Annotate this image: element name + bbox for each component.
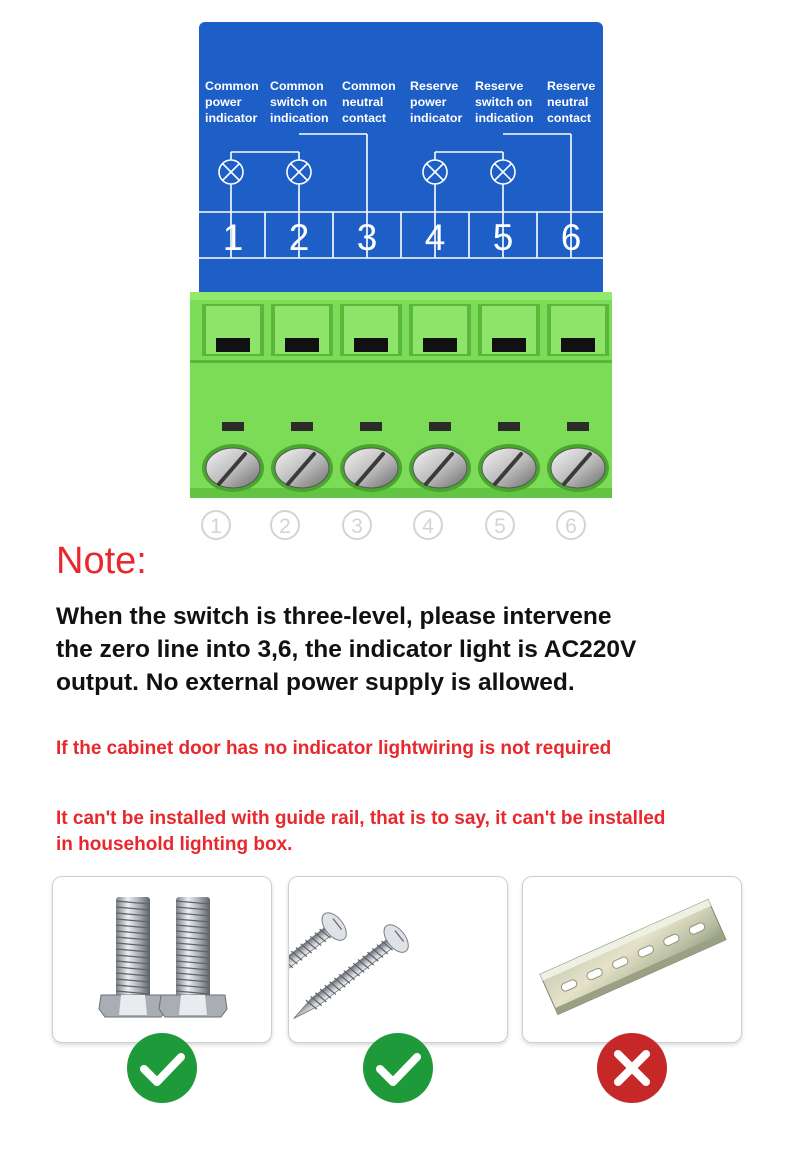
test-slot: [429, 422, 451, 431]
label-reserve-neutral-contact: Reserve neutral contact: [547, 79, 596, 125]
lamp-icon-1: [219, 160, 243, 184]
test-slot: [498, 422, 520, 431]
test-slot: [291, 422, 313, 431]
terminal-label-panel: [199, 22, 603, 292]
card-din-guide-rail: [522, 876, 742, 1043]
terminal-number-4: 4: [424, 217, 446, 258]
circled-number-2: 2: [270, 510, 300, 540]
test-slot: [222, 422, 244, 431]
label-reserve-switch-on-indication: Reserve switch on indication: [475, 79, 534, 125]
test-slot: [567, 422, 589, 431]
lamp-icon-4: [423, 160, 447, 184]
terminal-number-6: 6: [560, 217, 582, 258]
wire-entry: [216, 338, 250, 352]
check-icon: [126, 1032, 198, 1104]
terminal-block: [190, 292, 612, 502]
terminal-number-3: 3: [356, 217, 378, 258]
note-body: [56, 600, 746, 699]
door-warning: If the cabinet door has no indicator lightwiring is not required: [56, 738, 612, 759]
card-hex-bolts: [52, 876, 272, 1043]
wire-entry: [423, 338, 457, 352]
test-slot: [360, 422, 382, 431]
lamp-icon-5: [491, 160, 515, 184]
card-self-tapping-screws: [288, 876, 508, 1043]
circled-number-1: 1: [201, 510, 231, 540]
hex-bolts-icon: [53, 877, 271, 1042]
note-body-line: When the switch is three-level, please intervene: [56, 603, 612, 630]
note-body-line: the zero line into 3,6, the indicator light is AC220V: [56, 636, 637, 663]
rail-warning-line: in household lighting box.: [56, 834, 293, 855]
cross-icon: [596, 1032, 668, 1104]
circled-number-6: 6: [556, 510, 586, 540]
label-common-switch-on-indication: Common switch on indication: [270, 79, 329, 125]
terminal-number-1: 1: [222, 217, 244, 258]
terminal-number-2: 2: [288, 217, 310, 258]
wire-entry: [561, 338, 595, 352]
note-title: Note:: [56, 540, 147, 582]
lamp-icon-2: [287, 160, 311, 184]
label-reserve-power-indicator: Reserve power indicator: [410, 79, 463, 125]
circled-number-3: 3: [342, 510, 372, 540]
din-rail-icon: [523, 877, 741, 1042]
label-common-power-indicator: Common power indicator: [205, 79, 259, 125]
circled-number-4: 4: [413, 510, 443, 540]
self-tapping-screws-icon: [289, 877, 507, 1042]
wire-entry: [354, 338, 388, 352]
terminal-number-5: 5: [492, 217, 514, 258]
wire-entry: [492, 338, 526, 352]
circled-number-5: 5: [485, 510, 515, 540]
label-common-neutral-contact: Common neutral contact: [342, 79, 396, 125]
rail-warning-line: It can't be installed with guide rail, that is to say, it can't be installed: [56, 808, 666, 829]
rail-warning: [56, 806, 665, 858]
note-body-line: output. No external power supply is allowed.: [56, 669, 575, 696]
check-icon: [362, 1032, 434, 1104]
terminal-ridge: [190, 360, 612, 363]
wire-entry: [285, 338, 319, 352]
